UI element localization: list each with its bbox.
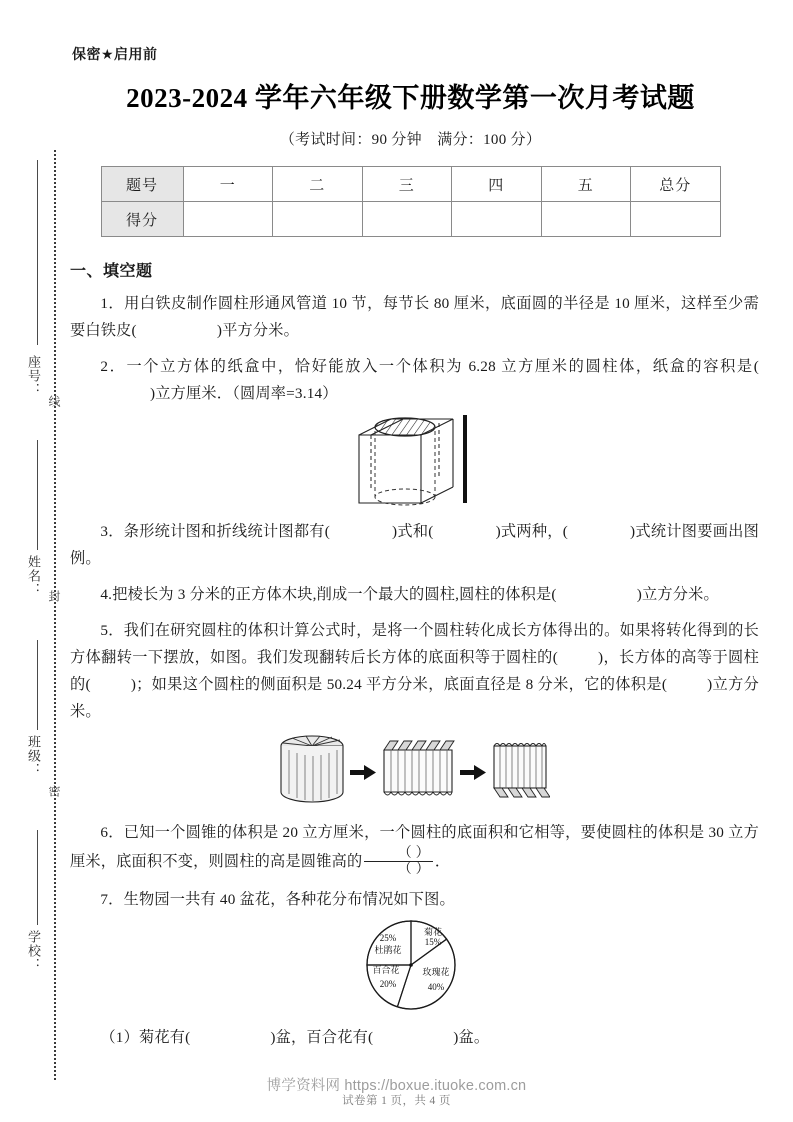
cube-cylinder-svg xyxy=(341,413,481,509)
figure-flower-distribution-pie-chart xyxy=(62,915,759,1015)
fraction-blank[interactable] xyxy=(364,846,433,877)
question-number: 1． xyxy=(100,295,125,312)
transform-step-2-cuboid xyxy=(384,741,454,795)
school-label: 学校： xyxy=(26,930,41,972)
seal-char-mi: 密 xyxy=(47,785,61,798)
score-cell-1[interactable] xyxy=(183,202,273,237)
score-table-col-2: 二 xyxy=(273,167,363,202)
confidential-notice: 保密★启用前 xyxy=(72,46,158,62)
transform-step-1-cylinder xyxy=(281,736,343,802)
page-number: 试卷第 1 页，共 4 页 xyxy=(342,1095,451,1107)
score-table-rowhead-score: 得分 xyxy=(101,202,183,237)
score-table-col-5: 五 xyxy=(541,167,631,202)
answer-blank[interactable] xyxy=(330,518,392,545)
arrow-right-icon-1 xyxy=(350,765,376,780)
exam-paper-page xyxy=(62,0,793,1051)
seal-solid-line-segment-1 xyxy=(37,160,38,345)
pie-label-meiguihua-value: 40% xyxy=(427,981,444,992)
score-cell-5[interactable] xyxy=(541,202,631,237)
question-4: 4.把棱长为 3 分米的正方体木块,削成一个最大的圆柱,圆柱的体积是( )立方分米。 xyxy=(70,581,759,608)
question-number: 2． xyxy=(100,358,127,376)
pie-label-juhua-value: 15% xyxy=(424,936,441,947)
figure-cylinder-transformation xyxy=(62,730,759,810)
question-number: 7． xyxy=(100,890,124,908)
pie-label-baihehua-value: 20% xyxy=(379,978,396,989)
table-row-scores xyxy=(101,202,720,237)
answer-blank[interactable] xyxy=(137,317,217,344)
seal-line-sidebar xyxy=(0,0,62,1122)
score-cell-3[interactable] xyxy=(362,202,452,237)
answer-blank[interactable] xyxy=(434,518,496,545)
site-watermark: 博学资料网 https://boxue.ituoke.com.cn xyxy=(266,1078,527,1094)
pie-chart-svg xyxy=(336,915,486,1015)
student-name-label: 姓名： xyxy=(26,555,41,597)
score-cell-2[interactable] xyxy=(273,202,363,237)
answer-blank[interactable] xyxy=(557,581,637,608)
seal-dotted-line xyxy=(54,150,56,1080)
fraction-denominator[interactable]: （ ） xyxy=(364,861,433,877)
question-2: 2．一个立方体的纸盒中，恰好能放入一个体积为 6.28 立方厘米的圆柱体，纸盒的容积是( )立方厘米．（圆周率=3.14） xyxy=(70,353,759,407)
score-table xyxy=(101,166,721,237)
section-heading-fill-in-blanks: 一、填空题 xyxy=(70,263,153,280)
seal-char-xian: 线 xyxy=(47,395,61,408)
answer-blank[interactable] xyxy=(568,518,630,545)
question-3: 3．条形统计图和折线统计图都有( )式和( )式两种，( )式统计图要画出图例。 xyxy=(70,518,759,572)
answer-blank[interactable] xyxy=(70,380,150,407)
score-table-container xyxy=(101,166,721,237)
question-7-sub-1: （1）菊花有( )盆，百合花有( )盆。 xyxy=(70,1024,759,1051)
score-table-col-total: 总分 xyxy=(631,167,721,202)
seal-char-feng: 封 xyxy=(47,590,61,603)
page-title: 2023-2024 学年六年级下册数学第一次月考试题 xyxy=(126,83,695,113)
cylinder-transform-svg xyxy=(272,730,550,810)
transform-step-3-flipped xyxy=(494,743,550,797)
answer-blank[interactable] xyxy=(558,644,598,671)
question-1: 1．用白铁皮制作圆柱形通风管道 10 节，每节长 80 厘米，底面圆的半径是 10 厘米，这样至少需要白铁皮( )平方分米。 xyxy=(70,290,759,344)
table-row-question-numbers xyxy=(101,167,720,202)
arrow-right-icon-2 xyxy=(460,765,486,780)
seal-solid-line-segment-3 xyxy=(37,640,38,730)
question-6: 6．已知一个圆锥的体积是 20 立方厘米，一个圆柱的底面积和它相等，要使圆柱的体积是 30 立方厘米，底面积不变，则圆柱的高是圆锥高的 $\frac{( )}{( )}$ ． xyxy=(70,823,760,877)
pie-label-meiguihua-name: 玫瑰花 xyxy=(421,966,450,977)
score-cell-4[interactable] xyxy=(452,202,542,237)
question-number: 5． xyxy=(100,622,124,640)
pie-center-dot xyxy=(409,963,413,967)
seat-number-label: 座号： xyxy=(26,355,41,397)
pie-label-dujuanhua-value: 25% xyxy=(379,932,396,943)
question-7: 7．生物园一共有 40 盆花，各种花分布情况如下图。 xyxy=(100,890,455,908)
pie-label-dujuanhua-name: 杜鹃花 xyxy=(373,944,402,955)
figure-cube-inscribed-cylinder xyxy=(62,413,759,509)
class-label: 班级： xyxy=(26,735,41,777)
sub-question-label: （1） xyxy=(100,1028,139,1046)
seal-solid-line-segment-2 xyxy=(37,440,38,550)
exam-meta-subtitle: （考试时间：90 分钟 满分：100 分） xyxy=(279,132,542,148)
score-table-col-4: 四 xyxy=(452,167,542,202)
score-table-col-3: 三 xyxy=(362,167,452,202)
fraction-numerator[interactable]: （ ） xyxy=(397,845,430,861)
answer-blank[interactable] xyxy=(373,1024,453,1051)
question-5: 5．我们在研究圆柱的体积计算公式时，是将一个圆柱转化成长方体得出的。如果将转化得到的长方体翻转一下摆放，如图。我们发现翻转后长方体的底面积等于圆柱的( )，长方体的高等于圆柱的( )；如果这个圆柱的侧面积是 50.24 平方分米，底面直径是 8 分米，它的体积是( )立方分米。 xyxy=(70,622,760,721)
answer-blank[interactable] xyxy=(667,671,707,698)
seal-solid-line-segment-4 xyxy=(37,830,38,925)
pie-label-juhua-name: 菊花 xyxy=(423,926,442,937)
score-table-rowhead-question: 题号 xyxy=(101,167,183,202)
answer-blank[interactable] xyxy=(91,671,131,698)
question-number: 6． xyxy=(100,823,124,841)
page-footer xyxy=(0,1074,793,1108)
question-number: 3． xyxy=(100,523,124,541)
question-number: 4. xyxy=(100,586,113,604)
score-cell-total[interactable] xyxy=(631,202,721,237)
pie-label-baihehua-name: 百合花 xyxy=(371,964,400,975)
score-table-col-1: 一 xyxy=(183,167,273,202)
answer-blank[interactable] xyxy=(190,1024,270,1051)
